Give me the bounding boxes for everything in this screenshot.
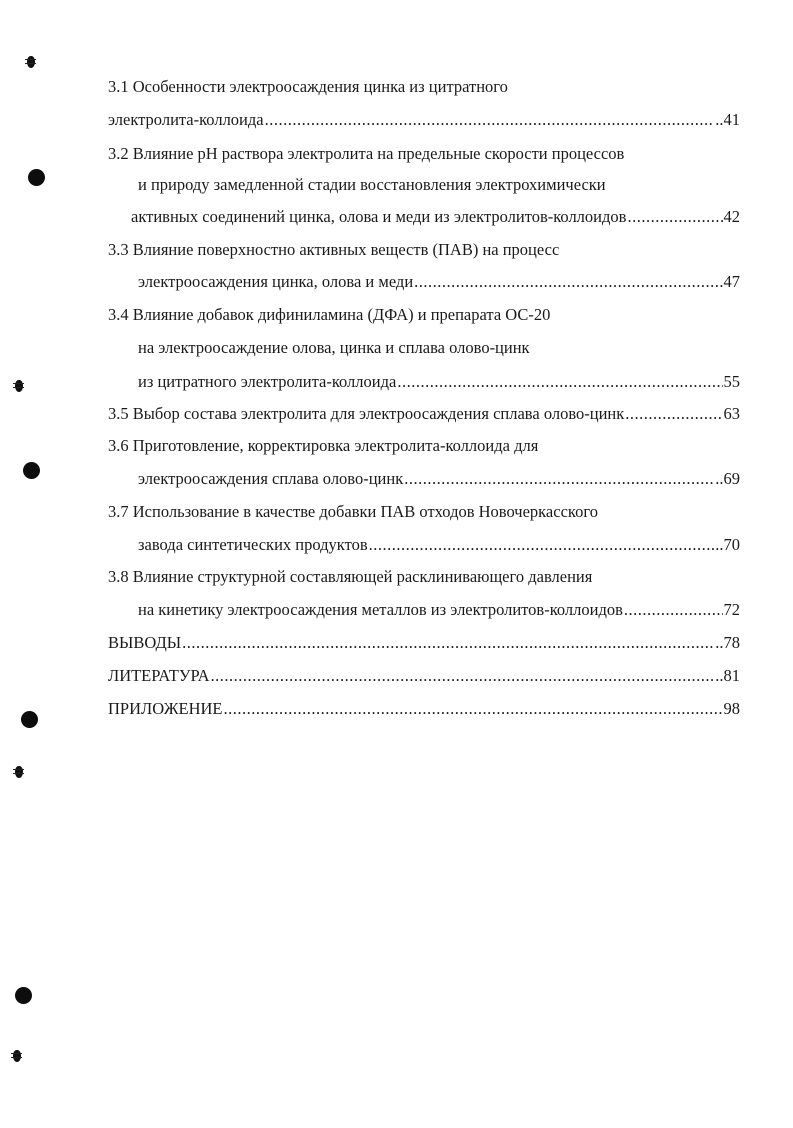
toc-entry-conclusions: ВЫВОДЫ ..... ..78 <box>108 631 740 655</box>
toc-entry-3-1-line1: 3.1 Особенности электроосаждения цинка из цитратного <box>108 77 508 96</box>
toc-entry-3-8-line2: на кинетику электроосаждения металлов из электролитов-коллоидов ..... 72 <box>138 598 740 622</box>
punch-speck <box>27 56 35 68</box>
page-number: ..70 <box>715 535 740 554</box>
punch-hole <box>23 462 40 479</box>
page-number: 55 <box>723 372 740 391</box>
toc-entry-3-2-line1: 3.2 Влияние pH раствора электролита на предельные скорости процессов <box>108 144 625 163</box>
toc-entry-3-4-line2: на электроосаждение олова, цинка и сплава олово-цинк <box>138 338 530 357</box>
punch-hole <box>28 169 45 186</box>
toc-entry-3-7-line2: завода синтетических продуктов ..... ..70 <box>138 533 740 557</box>
page-number: 72 <box>723 600 740 619</box>
toc-entry-literature: ЛИТЕРАТУРА ..... ..81 <box>108 664 740 688</box>
page-number: 63 <box>723 404 740 423</box>
toc-entry-3-3-line1: 3.3 Влияние поверхностно активных веществ (ПАВ) на процесс <box>108 240 560 259</box>
toc-entry-3-3-line2: электроосаждения цинка, олова и меди ..... 47 <box>138 270 740 294</box>
punch-hole <box>15 987 32 1004</box>
toc-entry-3-6-line1: 3.6 Приготовление, корректировка электролита-коллоида для <box>108 436 539 455</box>
toc-entry-3-4-line1: 3.4 Влияние добавок дифиниламина (ДФА) и препарата ОС-20 <box>108 305 551 324</box>
page-number: 47 <box>723 272 740 291</box>
page-number: ..69 <box>715 469 740 488</box>
page-number: ..41 <box>715 110 740 129</box>
toc-entry-3-7-line1: 3.7 Использование в качестве добавки ПАВ отходов Новочеркасского <box>108 502 598 521</box>
toc-entry-3-2-line2: и природу замедленной стадии восстановления электрохимически <box>138 175 606 194</box>
page-number: 42 <box>723 207 740 226</box>
toc-entry-3-2-line3: активных соединений цинка, олова и меди из электролитов-коллоидов ..... 42 <box>131 205 740 229</box>
toc-entry-3-4-line3: из цитратного электролита-коллоида ..... 55 <box>138 370 740 394</box>
toc-entry-3-6-line2: электроосаждения сплава олово-цинк ..... ..69 <box>138 467 740 491</box>
page-number: ..78 <box>715 633 740 652</box>
page-number: 98 <box>723 699 740 718</box>
toc-entry-3-5: 3.5 Выбор состава электролита для электроосаждения сплава олово-цинк ..... 63 <box>108 402 740 426</box>
toc-entry-3-1-line2: электролита-коллоида ..... ..41 <box>108 108 740 132</box>
punch-speck <box>15 380 23 392</box>
punch-speck <box>13 1050 21 1062</box>
toc-entry-3-8-line1: 3.8 Влияние структурной составляющей расклинивающего давления <box>108 567 593 586</box>
punch-hole <box>21 711 38 728</box>
punch-speck <box>15 766 23 778</box>
page-number: ..81 <box>715 666 740 685</box>
toc-entry-appendix: ПРИЛОЖЕНИЕ ..... 98 <box>108 697 740 721</box>
